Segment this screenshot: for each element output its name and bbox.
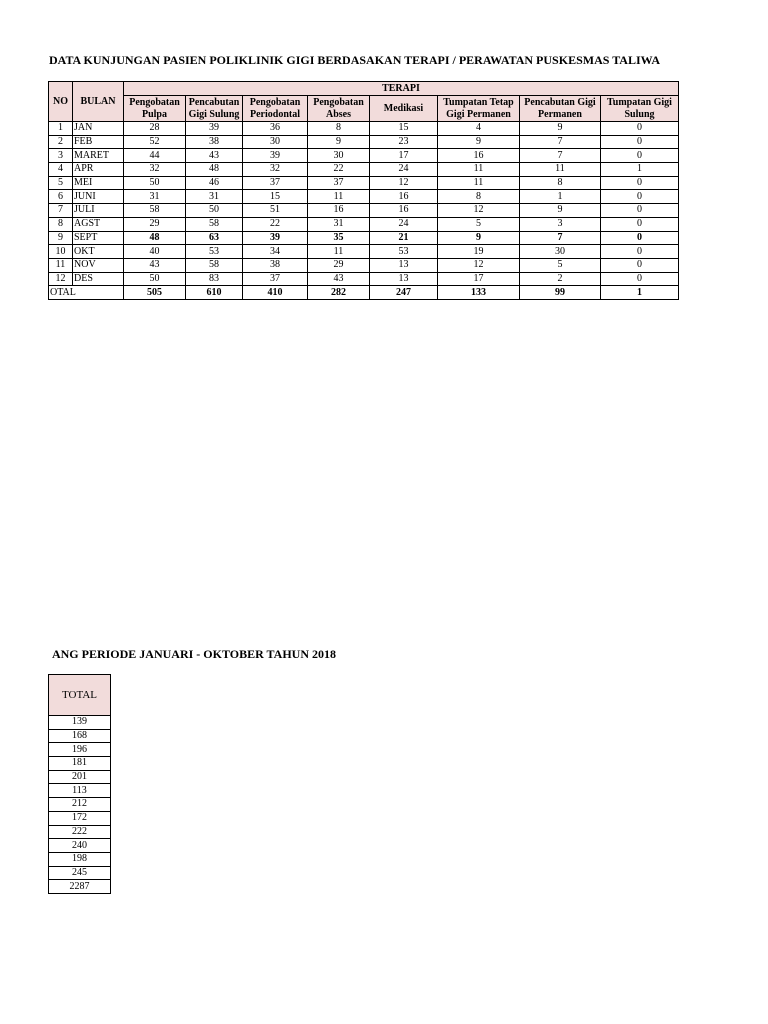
month-cell: APR: [73, 163, 124, 177]
table-row: [49, 135, 679, 149]
value-cell: 58: [186, 258, 243, 272]
value-cell: 23: [370, 135, 438, 149]
value-cell: 48: [186, 163, 243, 177]
table-row: [49, 149, 679, 163]
value-cell: 50: [186, 204, 243, 218]
total-value-row: [49, 866, 111, 880]
total-value-cell: 113: [49, 784, 111, 798]
value-cell: 0: [601, 245, 679, 259]
total-value-row: [49, 757, 111, 771]
total-value-row: [49, 798, 111, 812]
value-cell: 50: [124, 272, 186, 286]
value-cell: 1: [520, 190, 601, 204]
header-total: TOTAL: [49, 675, 111, 716]
row-number: 7: [49, 204, 73, 218]
value-cell: 31: [308, 217, 370, 231]
value-cell: 37: [243, 272, 308, 286]
value-cell: 37: [308, 176, 370, 190]
total-value-row: [49, 839, 111, 853]
total-value-cell: 201: [49, 770, 111, 784]
header-no: NO: [49, 82, 73, 122]
total-value-cell: 181: [49, 757, 111, 771]
value-cell: 58: [186, 217, 243, 231]
value-cell: 3: [520, 217, 601, 231]
value-cell: 1: [601, 163, 679, 177]
row-number: 4: [49, 163, 73, 177]
row-number: 1: [49, 122, 73, 136]
value-cell: 9: [520, 204, 601, 218]
value-cell: 32: [243, 163, 308, 177]
value-cell: 22: [308, 163, 370, 177]
month-cell: AGST: [73, 217, 124, 231]
row-number: 8: [49, 217, 73, 231]
value-cell: 11: [520, 163, 601, 177]
header-bulan: BULAN: [73, 82, 124, 122]
table-row: [49, 245, 679, 259]
table-row: [49, 204, 679, 218]
value-cell: 15: [243, 190, 308, 204]
value-cell: 83: [186, 272, 243, 286]
value-cell: 53: [370, 245, 438, 259]
total-value-cell: 222: [49, 825, 111, 839]
value-cell: 8: [308, 122, 370, 136]
total-cell: 99: [520, 286, 601, 300]
month-cell: OKT: [73, 245, 124, 259]
value-cell: 19: [438, 245, 520, 259]
value-cell: 0: [601, 258, 679, 272]
value-cell: 17: [370, 149, 438, 163]
column-header: Pengobatan Pulpa: [124, 96, 186, 122]
value-cell: 16: [308, 204, 370, 218]
total-value-cell: 172: [49, 811, 111, 825]
period-title: ANG PERIODE JANUARI - OKTOBER TAHUN 2018: [51, 647, 336, 661]
value-cell: 0: [601, 149, 679, 163]
table-row: [49, 272, 679, 286]
value-cell: 12: [370, 176, 438, 190]
total-value-cell: 139: [49, 716, 111, 730]
value-cell: 37: [243, 176, 308, 190]
table-row: [49, 258, 679, 272]
value-cell: 40: [124, 245, 186, 259]
total-value-cell: 196: [49, 743, 111, 757]
value-cell: 16: [370, 204, 438, 218]
value-cell: 9: [438, 231, 520, 245]
month-cell: JUNI: [73, 190, 124, 204]
value-cell: 16: [370, 190, 438, 204]
total-value-row: [49, 811, 111, 825]
table-row: [49, 163, 679, 177]
value-cell: 53: [186, 245, 243, 259]
value-cell: 0: [601, 204, 679, 218]
value-cell: 12: [438, 258, 520, 272]
total-value-row: [49, 784, 111, 798]
value-cell: 17: [438, 272, 520, 286]
value-cell: 34: [243, 245, 308, 259]
value-cell: 52: [124, 135, 186, 149]
value-cell: 63: [186, 231, 243, 245]
therapy-table: [48, 81, 679, 300]
value-cell: 2: [520, 272, 601, 286]
value-cell: 39: [186, 122, 243, 136]
value-cell: 50: [124, 176, 186, 190]
value-cell: 0: [601, 135, 679, 149]
value-cell: 24: [370, 217, 438, 231]
value-cell: 24: [370, 163, 438, 177]
total-cell: 610: [186, 286, 243, 300]
value-cell: 12: [438, 204, 520, 218]
value-cell: 51: [243, 204, 308, 218]
value-cell: 9: [438, 135, 520, 149]
value-cell: 29: [124, 217, 186, 231]
total-value-cell: 2287: [49, 880, 111, 894]
value-cell: 11: [438, 163, 520, 177]
report-title: DATA KUNJUNGAN PASIEN POLIKLINIK GIGI BERDASAKAN TERAPI / PERAWATAN PUSKESMAS TALIWA: [49, 53, 660, 67]
value-cell: 0: [601, 176, 679, 190]
value-cell: 11: [308, 190, 370, 204]
column-header: Tumpatan Gigi Sulung: [601, 96, 679, 122]
table-row: [49, 231, 679, 245]
month-cell: SEPT: [73, 231, 124, 245]
total-value-row: [49, 825, 111, 839]
total-cell: 133: [438, 286, 520, 300]
row-number: 11: [49, 258, 73, 272]
value-cell: 9: [308, 135, 370, 149]
value-cell: 28: [124, 122, 186, 136]
column-header: Tumpatan Tetap Gigi Permanen: [438, 96, 520, 122]
value-cell: 44: [124, 149, 186, 163]
value-cell: 36: [243, 122, 308, 136]
month-cell: DES: [73, 272, 124, 286]
total-value-row: [49, 770, 111, 784]
value-cell: 0: [601, 190, 679, 204]
column-header: Pengobatan Periodontal: [243, 96, 308, 122]
row-number: 9: [49, 231, 73, 245]
row-number: 12: [49, 272, 73, 286]
total-value-row: [49, 743, 111, 757]
column-header: Pengobatan Abses: [308, 96, 370, 122]
value-cell: 30: [520, 245, 601, 259]
row-number: 5: [49, 176, 73, 190]
total-value-row: [49, 852, 111, 866]
total-value-cell: 240: [49, 839, 111, 853]
value-cell: 30: [243, 135, 308, 149]
value-cell: 38: [186, 135, 243, 149]
total-value-row: [49, 880, 111, 894]
value-cell: 8: [520, 176, 601, 190]
total-value-cell: 212: [49, 798, 111, 812]
value-cell: 38: [243, 258, 308, 272]
table-row: [49, 217, 679, 231]
value-cell: 43: [308, 272, 370, 286]
value-cell: 29: [308, 258, 370, 272]
month-cell: FEB: [73, 135, 124, 149]
value-cell: 46: [186, 176, 243, 190]
value-cell: 15: [370, 122, 438, 136]
value-cell: 13: [370, 272, 438, 286]
total-label: OTAL: [49, 286, 124, 300]
value-cell: 8: [438, 190, 520, 204]
total-value-cell: 245: [49, 866, 111, 880]
value-cell: 32: [124, 163, 186, 177]
row-number: 10: [49, 245, 73, 259]
total-value-cell: 168: [49, 729, 111, 743]
value-cell: 39: [243, 149, 308, 163]
value-cell: 21: [370, 231, 438, 245]
total-row: [49, 286, 679, 300]
value-cell: 0: [601, 122, 679, 136]
table-row: [49, 190, 679, 204]
value-cell: 0: [601, 231, 679, 245]
month-cell: JAN: [73, 122, 124, 136]
value-cell: 7: [520, 149, 601, 163]
column-header: Medikasi: [370, 96, 438, 122]
value-cell: 16: [438, 149, 520, 163]
value-cell: 4: [438, 122, 520, 136]
value-cell: 43: [186, 149, 243, 163]
table-row: [49, 176, 679, 190]
column-header: Pencabutan Gigi Sulung: [186, 96, 243, 122]
value-cell: 43: [124, 258, 186, 272]
total-cell: 410: [243, 286, 308, 300]
total-cell: 282: [308, 286, 370, 300]
month-cell: MARET: [73, 149, 124, 163]
value-cell: 35: [308, 231, 370, 245]
value-cell: 39: [243, 231, 308, 245]
row-number: 3: [49, 149, 73, 163]
column-header: Pencabutan Gigi Permanen: [520, 96, 601, 122]
month-cell: JULI: [73, 204, 124, 218]
value-cell: 11: [308, 245, 370, 259]
header-terapi: TERAPI: [124, 82, 679, 96]
value-cell: 31: [186, 190, 243, 204]
value-cell: 5: [520, 258, 601, 272]
value-cell: 7: [520, 135, 601, 149]
total-cell: 505: [124, 286, 186, 300]
value-cell: 13: [370, 258, 438, 272]
value-cell: 0: [601, 272, 679, 286]
table-row: [49, 122, 679, 136]
value-cell: 22: [243, 217, 308, 231]
value-cell: 5: [438, 217, 520, 231]
total-cell: 1: [601, 286, 679, 300]
month-cell: NOV: [73, 258, 124, 272]
row-number: 6: [49, 190, 73, 204]
row-number: 2: [49, 135, 73, 149]
value-cell: 0: [601, 217, 679, 231]
value-cell: 58: [124, 204, 186, 218]
value-cell: 7: [520, 231, 601, 245]
value-cell: 11: [438, 176, 520, 190]
total-cell: 247: [370, 286, 438, 300]
month-cell: MEI: [73, 176, 124, 190]
value-cell: 9: [520, 122, 601, 136]
total-value-row: [49, 729, 111, 743]
value-cell: 48: [124, 231, 186, 245]
total-value-row: [49, 716, 111, 730]
value-cell: 30: [308, 149, 370, 163]
totals-table: [48, 674, 111, 894]
total-value-cell: 198: [49, 852, 111, 866]
value-cell: 31: [124, 190, 186, 204]
